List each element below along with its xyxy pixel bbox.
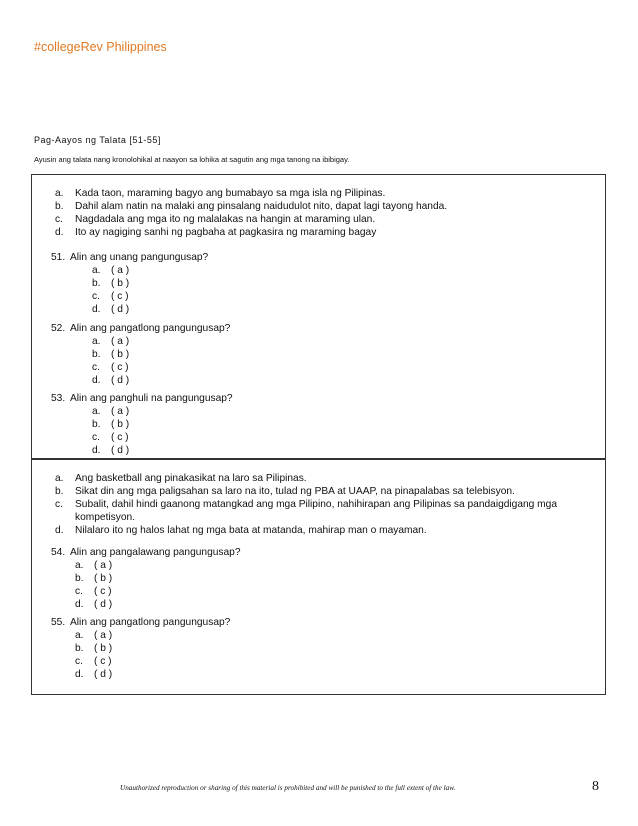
- option-text: ( b ): [111, 349, 130, 360]
- sentence-text: Subalit, dahil hindi gaanong matangkad ang mga Pilipino, nahihirapan ang Pilipinas sa pandaigdigang mga: [75, 499, 557, 510]
- option-label: b.: [75, 643, 84, 654]
- option-text: ( b ): [111, 419, 130, 430]
- option-text: ( b ): [94, 573, 113, 584]
- sentence-label: b.: [55, 486, 64, 497]
- section-title: Pag-Aayos ng Talata [51-55]: [34, 135, 161, 145]
- question-text: Alin ang pangalawang pangungusap?: [70, 547, 241, 558]
- question-text: Alin ang pangatlong pangungusap?: [70, 323, 231, 334]
- option-label: c.: [75, 586, 83, 597]
- option-text: ( c ): [94, 656, 112, 667]
- question-number: 51.: [51, 252, 66, 263]
- sentence-label: a.: [55, 473, 64, 484]
- option-label: a.: [75, 560, 84, 571]
- option-label: c.: [92, 291, 100, 302]
- question-number: 54.: [51, 547, 66, 558]
- option-label: a.: [92, 406, 101, 417]
- option-label: d.: [92, 304, 101, 315]
- option-label: b.: [75, 573, 84, 584]
- question-number: 52.: [51, 323, 66, 334]
- option-text: ( d ): [94, 669, 113, 680]
- option-label: c.: [92, 432, 100, 443]
- option-label: a.: [75, 630, 84, 641]
- sentence-text: Ito ay nagiging sanhi ng pagbaha at pagkasira ng maraming bagay: [75, 227, 377, 238]
- option-text: ( b ): [94, 643, 113, 654]
- option-label: d.: [75, 599, 84, 610]
- sentence-label: d.: [55, 227, 64, 238]
- option-text: ( c ): [111, 291, 129, 302]
- sentence-text: Sikat din ang mga paligsahan sa laro na ito, tulad ng PBA at UAAP, na pinapalabas sa telebisyon.: [75, 486, 515, 497]
- option-label: c.: [92, 362, 100, 373]
- option-label: b.: [92, 419, 101, 430]
- question-text: Alin ang pangatlong pangungusap?: [70, 617, 231, 628]
- question-number: 53.: [51, 393, 66, 404]
- sentence-label: b.: [55, 201, 64, 212]
- option-text: ( a ): [111, 336, 130, 347]
- question-text: Alin ang panghuli na pangungusap?: [70, 393, 233, 404]
- sentence-text: Nagdadala ang mga ito ng malalakas na hangin at maraming ulan.: [75, 214, 376, 225]
- sentence-label: d.: [55, 525, 64, 536]
- option-label: a.: [92, 265, 101, 276]
- option-text: ( a ): [111, 265, 130, 276]
- option-text: ( d ): [111, 445, 130, 456]
- brand-header: #collegeRev Philippines: [34, 40, 167, 54]
- option-label: a.: [92, 336, 101, 347]
- option-label: b.: [92, 278, 101, 289]
- option-text: ( d ): [111, 304, 130, 315]
- option-text: ( a ): [111, 406, 130, 417]
- sentence-label: a.: [55, 188, 64, 199]
- sentence-text: Ang basketball ang pinakasikat na laro sa Pilipinas.: [75, 473, 307, 484]
- option-label: b.: [92, 349, 101, 360]
- option-text: ( d ): [111, 375, 130, 386]
- question-text: Alin ang unang pangungusap?: [70, 252, 209, 263]
- option-text: ( c ): [111, 432, 129, 443]
- sentence-label: c.: [55, 499, 63, 510]
- option-text: ( b ): [111, 278, 130, 289]
- option-text: ( a ): [94, 560, 113, 571]
- option-label: d.: [92, 445, 101, 456]
- option-label: c.: [75, 656, 83, 667]
- option-text: ( c ): [111, 362, 129, 373]
- sentence-text: Kada taon, maraming bagyo ang bumabayo sa mga isla ng Pilipinas.: [75, 188, 386, 199]
- option-text: ( d ): [94, 599, 113, 610]
- sentence-text: Nilalaro ito ng halos lahat ng mga bata at matanda, mahirap man o mayaman.: [75, 525, 427, 536]
- page-number: 8: [592, 779, 599, 794]
- sentence-label: c.: [55, 214, 63, 225]
- sentence-text: Dahil alam natin na malaki ang pinsalang naidudulot nito, dapat lagi tayong handa.: [75, 201, 448, 212]
- option-label: d.: [92, 375, 101, 386]
- option-label: d.: [75, 669, 84, 680]
- sentence-text-continuation: kompetisyon.: [75, 512, 136, 523]
- section-instruction: Ayusin ang talata nang kronolohikal at naayon sa lohika at sagutin ang mga tanong na ibibigay.: [34, 155, 350, 164]
- option-text: ( a ): [94, 630, 113, 641]
- option-text: ( c ): [94, 586, 112, 597]
- footer-notice: Unauthorized reproduction or sharing of this material is prohibited and will be punished to the full extent of the law.: [120, 784, 456, 792]
- question-number: 55.: [51, 617, 66, 628]
